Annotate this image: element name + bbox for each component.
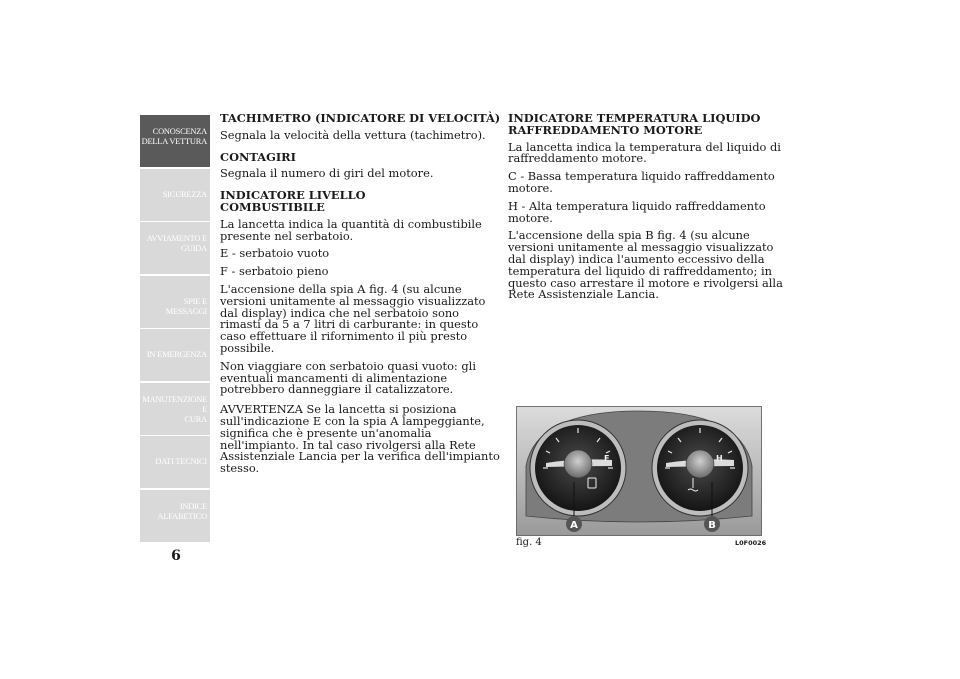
sidebar-item-label: SPIE E MESSAGGI [165, 296, 207, 316]
chapter-sidebar [140, 115, 210, 543]
temperature-text: La lancetta indica la temperatura del liquido di raffreddamento motore. [508, 139, 781, 166]
sidebar-item-dati-tecnici[interactable] [140, 436, 210, 488]
figure-code: L0F0026 [735, 539, 767, 547]
avvertenza-text: AVVERTENZA Se la lancetta si posiziona sull'indicazione E con la spia A lampeggiante, significa che è presente un'anomalia nell'impianto. In tal caso rivolgersi alla Rete Assistenziale Lancia per la verifica dell'impianto stesso. [220, 402, 500, 476]
sidebar-item-emergenza[interactable] [140, 329, 210, 381]
temperature-heading: INDICATORE TEMPERATURA LIQUIDO RAFFREDDAMENTO MOTORE [508, 111, 761, 137]
temperature-warning-text: L'accensione della spia B fig. 4 (su alcune versioni unitamente al messaggio visualizzato dal display) indica l'aumento eccessivo della temperatura del liquido di raffreddamento; in questo caso arrestare il motore e rivolgersi alla Rete Assistenziale Lancia. [508, 228, 783, 302]
fuel-heading: INDICATORE LIVELLO COMBUSTIBILE [220, 188, 366, 214]
right-column [508, 113, 788, 307]
fuel-warning-light-text: L'accensione della spia A fig. 4 (su alcune versioni unitamente al messaggio visualizzato dal display) indica che nel serbatoio sono rimasti da 5 a 7 litri di carburante: in questo caso effettuare il rifornimento il più presto possibile. [220, 281, 486, 355]
sidebar-item-spie[interactable] [140, 276, 210, 328]
sidebar-item-sicurezza[interactable] [140, 169, 210, 221]
gauges-illustration [516, 406, 762, 536]
fuel-low-text: Non viaggiare con serbatoio quasi vuoto: gli eventuali mancamenti di alimentazione potrebbero danneggiare il catalizzatore. [220, 358, 476, 397]
gauge-full-mark: F [604, 454, 610, 463]
callout-a: A [570, 520, 578, 531]
contagiri-heading: CONTAGIRI [220, 149, 296, 164]
gauges-figure [516, 406, 762, 536]
fuel-text: La lancetta indica la quantità di combustibile presente nel serbatoio. [220, 216, 482, 243]
fuel-full: F - serbatoio pieno [220, 264, 329, 279]
sidebar-item-avviamento[interactable] [140, 222, 210, 274]
sidebar-item-label: DATI TECNICI [155, 457, 207, 466]
left-column [220, 113, 502, 481]
sidebar-item-indice[interactable] [140, 490, 210, 542]
tachimetro-text: Segnala la velocità della vettura (tachimetro). [220, 127, 486, 142]
fuel-empty: E - serbatoio vuoto [220, 246, 330, 261]
contagiri-text: Segnala il numero di giri del motore. [220, 166, 434, 181]
sidebar-item-label: IN EMERGENZA [146, 350, 207, 359]
sidebar-item-label: SICUREZZA [162, 189, 207, 199]
callout-b: B [708, 520, 716, 531]
gauge-hot-mark: H [716, 454, 723, 463]
tachimetro-heading: TACHIMETRO (INDICATORE DI VELOCITÀ) [220, 111, 501, 125]
sidebar-item-conoscenza[interactable] [140, 115, 210, 167]
temperature-low: C - Bassa temperatura liquido raffreddamento motore. [508, 169, 775, 195]
figure-caption: fig. 4 [516, 537, 542, 548]
page-number: 6 [171, 548, 181, 564]
sidebar-item-manutenzione[interactable] [140, 383, 210, 435]
sidebar-item-label: INDICE ALFABETICO [157, 501, 207, 521]
sidebar-item-label: MANUTENZIONE E CURA [142, 394, 207, 424]
sidebar-item-label: AVVIAMENTO E GUIDA [146, 234, 207, 253]
sidebar-item-label: CONOSCENZA DELLA VETTURA [141, 127, 207, 146]
temperature-high: H - Alta temperatura liquido raffreddamento motore. [508, 198, 766, 225]
